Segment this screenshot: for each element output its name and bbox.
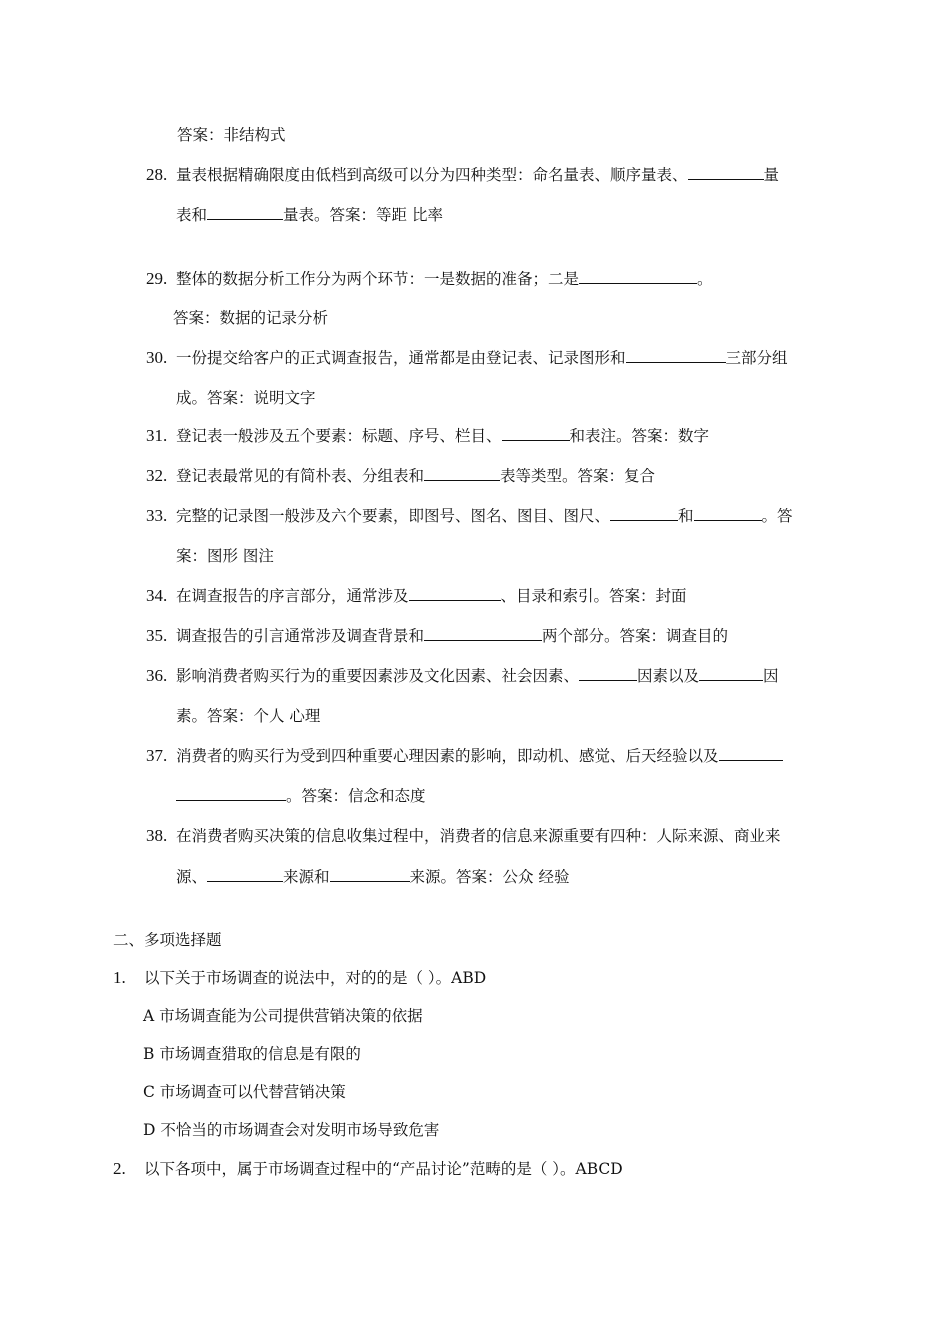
question-text: 在消费者购买决策的信息收集过程中，消费者的信息来源重要有四种：人际来源、商业来 xyxy=(176,827,781,845)
question-text: 以下关于市场调查的说法中，对的的是（ ）。ABD xyxy=(144,969,487,987)
section-title: 二、多项选择题 xyxy=(113,931,222,949)
question-number: 28. xyxy=(146,165,168,184)
question-text xyxy=(176,665,779,687)
option-d: D 不恰当的市场调查会对发明市场导致危害 xyxy=(143,1121,440,1139)
question-text-part: 登记表一般涉及五个要素：标题、序号、栏目、 xyxy=(176,427,502,445)
question-text-part: 。答案：信念和态度 xyxy=(286,787,426,805)
blank-line xyxy=(626,348,726,363)
question-text-part: 。 xyxy=(697,270,713,288)
question-number: 34. xyxy=(146,586,168,605)
question-text-part: 一份提交给客户的正式调查报告，通常都是由登记表、记录图形和 xyxy=(176,349,626,367)
question-number: 31. xyxy=(146,426,168,445)
question-text-part: 因素以及 xyxy=(637,667,700,685)
question-text-part: 和 xyxy=(678,507,694,525)
answer-line: 答案：非结构式 xyxy=(177,126,286,144)
blank-line xyxy=(694,506,762,521)
question-text-cont xyxy=(176,866,569,888)
question-text-part: 来源。答案：公众 经验 xyxy=(409,868,570,886)
question-number: 30. xyxy=(146,348,168,367)
question-text-part: 表等类型。答案：复合 xyxy=(500,467,656,485)
question-text-part: 影响消费者购买行为的重要因素涉及文化因素、社会因素、 xyxy=(176,667,580,685)
question-text xyxy=(176,268,713,290)
question-text-part: 和表注。答案：数字 xyxy=(569,427,710,445)
question-text xyxy=(176,347,788,369)
question-text xyxy=(176,425,709,447)
question-number: 38. xyxy=(146,826,168,845)
question-text xyxy=(176,745,783,767)
question-number: 1. xyxy=(113,968,126,987)
blank-line xyxy=(579,269,697,284)
question-text-part: 三部分组 xyxy=(725,349,788,367)
question-text-cont xyxy=(176,785,426,807)
question-text-part: 表和 xyxy=(176,206,208,224)
answer-line: 答案：数据的记录分析 xyxy=(173,309,329,327)
question-text-cont: 案：图形 图注 xyxy=(176,547,274,565)
question-text xyxy=(176,625,728,647)
question-number: 33. xyxy=(146,506,168,525)
question-number: 32. xyxy=(146,466,168,485)
question-text-part: 来源和 xyxy=(283,868,330,886)
question-text-part: 量表。答案：等距 比率 xyxy=(283,206,443,224)
blank-line xyxy=(699,666,763,681)
question-text xyxy=(176,585,687,607)
question-number: 29. xyxy=(146,269,168,288)
question-text-part: 因 xyxy=(763,667,779,685)
question-number: 2. xyxy=(113,1159,126,1178)
question-text-part: 整体的数据分析工作分为两个环节：一是数据的准备；二是 xyxy=(176,270,580,288)
question-text-part: 。答 xyxy=(761,507,793,525)
question-text-part: 量表根据精确限度由低档到高级可以分为四种类型：命名量表、顺序量表、 xyxy=(176,166,688,184)
question-text-cont: 素。答案：个人 心理 xyxy=(176,707,321,725)
blank-line xyxy=(610,506,678,521)
blank-line xyxy=(176,786,286,801)
question-number: 35. xyxy=(146,626,168,645)
question-number: 36. xyxy=(146,666,168,685)
question-text xyxy=(176,465,655,487)
blank-line xyxy=(207,205,283,220)
question-text-cont: 成。答案：说明文字 xyxy=(176,389,316,407)
blank-line xyxy=(688,165,764,180)
option-b: B 市场调查猎取的信息是有限的 xyxy=(143,1045,361,1063)
question-text: 以下各项中，属于市场调查过程中的“产品讨论”范畴的是（ ）。ABCD xyxy=(144,1160,623,1178)
question-number: 37. xyxy=(146,746,168,765)
option-a: A 市场调查能为公司提供营销决策的依据 xyxy=(143,1007,423,1025)
option-c: C 市场调查可以代替营销决策 xyxy=(143,1083,346,1101)
question-text-part: 登记表最常见的有简朴表、分组表和 xyxy=(176,467,425,485)
blank-line xyxy=(424,626,542,641)
blank-line xyxy=(409,586,501,601)
question-text-part: 源、 xyxy=(176,868,208,886)
blank-line xyxy=(207,867,283,882)
question-text-part: 、目录和索引。答案：封面 xyxy=(500,587,687,605)
question-text-part: 完整的记录图一般涉及六个要素，即图号、图名、图目、图尺、 xyxy=(176,507,611,525)
question-text-part: 消费者的购买行为受到四种重要心理因素的影响，即动机、感觉、后天经验以及 xyxy=(176,747,719,765)
question-text xyxy=(176,505,793,527)
blank-line xyxy=(424,466,500,481)
question-text-part: 在调查报告的序言部分，通常涉及 xyxy=(176,587,409,605)
question-text-cont xyxy=(176,204,443,226)
blank-line xyxy=(579,666,637,681)
blank-line xyxy=(719,746,783,761)
blank-line xyxy=(330,867,410,882)
blank-line xyxy=(502,426,570,441)
question-text-part: 两个部分。答案：调查目的 xyxy=(542,627,729,645)
question-text xyxy=(176,164,779,186)
question-text-part: 调查报告的引言通常涉及调查背景和 xyxy=(176,627,425,645)
question-text-part: 量 xyxy=(763,166,780,184)
